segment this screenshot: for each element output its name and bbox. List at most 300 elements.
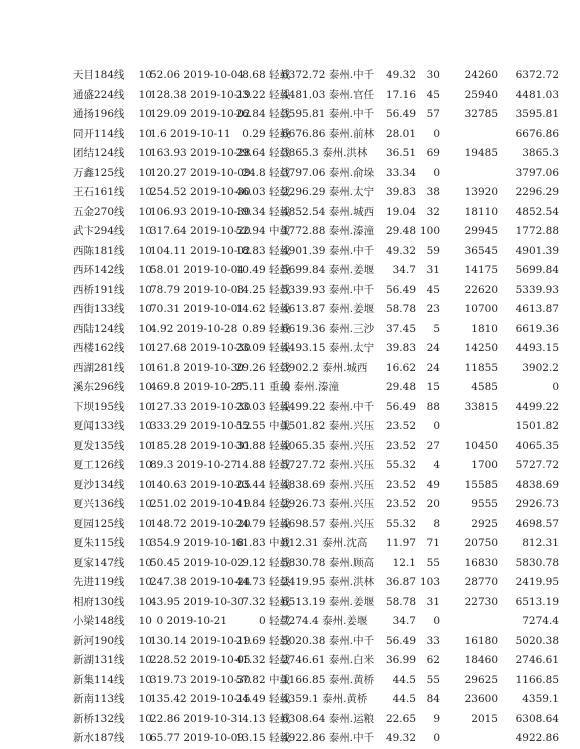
table-cell-num: 10 <box>138 420 152 432</box>
table-row <box>0 476 580 496</box>
table-cell-ld: 57.82 中载 <box>235 673 290 686</box>
table-row <box>0 222 580 242</box>
table-cell-name: 夏发135线 <box>73 439 125 452</box>
table-cell-r4: 3595.81 <box>515 108 559 120</box>
table-cell-num: 10 <box>138 576 152 588</box>
table-cell-ld: 29.64 轻载 <box>235 147 290 159</box>
table-cell-r2: 31 <box>426 595 440 608</box>
table-cell-num: 10 <box>138 615 152 627</box>
table-cell-r4: 4838.69 <box>515 478 559 491</box>
table-cell-ld: 23.03 轻载 <box>235 400 290 413</box>
table-cell-r2: 8 <box>433 517 440 530</box>
table-cell-num: 10 <box>138 634 152 647</box>
table-cell-ld: 19.34 轻载 <box>235 205 290 218</box>
table-cell-name: 新南113线 <box>73 693 125 705</box>
table-cell-r1: 34.7 <box>392 615 416 627</box>
table-cell-amt: 3595.81 泰州.中千 <box>282 108 375 120</box>
table-cell-r4: 5339.93 <box>515 283 559 296</box>
table-cell-r3: 25940 <box>464 88 498 101</box>
table-cell-r1: 11.97 <box>385 537 416 549</box>
table-cell-amt: 5830.78 泰州.顾高 <box>282 556 375 569</box>
table-cell-r2: 27 <box>426 439 440 452</box>
table-cell-amt: 4493.15 泰州.太宁 <box>282 342 375 354</box>
table-cell-r4: 5020.38 <box>515 634 559 647</box>
table-cell-r3: 18460 <box>464 654 498 666</box>
table-cell-ld: 52.94 中载 <box>235 225 290 237</box>
table-cell-r2: 84 <box>426 693 440 705</box>
table-cell-ld: 61.83 中载 <box>235 537 290 549</box>
table-cell-num: 10 <box>138 283 152 296</box>
table-cell-amt: 4065.35 泰州.兴压 <box>282 439 375 452</box>
table-row <box>0 554 580 574</box>
table-cell-r4: 5727.72 <box>515 459 559 471</box>
table-cell-dt: 251.02 2019-10-19 <box>150 498 251 510</box>
table-cell-amt: 2296.29 泰州.太宁 <box>282 186 375 198</box>
table-cell-dt: 89.3 2019-10-27 <box>150 459 238 471</box>
table-cell-amt: 3902.2 泰州.城西 <box>282 361 368 374</box>
table-cell-num: 10 <box>138 322 152 335</box>
table-cell-r1: 16.62 <box>385 361 416 374</box>
table-cell-r1: 44.5 <box>392 673 416 686</box>
table-cell-r2: 0 <box>433 732 440 744</box>
table-cell-name: 西陆124线 <box>73 322 125 335</box>
table-cell-ld: 8.68 轻载 <box>242 69 290 81</box>
table-cell-r3: 36545 <box>464 244 498 257</box>
table-cell-r1: 49.32 <box>385 244 416 257</box>
table-cell-ld: 46.03 轻载 <box>235 186 290 198</box>
table-cell-ld: 0.89 轻载 <box>242 322 290 335</box>
table-cell-r3: 2015 <box>471 712 498 725</box>
table-cell-r1: 23.52 <box>385 420 416 432</box>
table-cell-r4: 4499.22 <box>515 400 559 413</box>
table-cell-num: 10 <box>138 654 152 666</box>
table-cell-name: 夏兴136线 <box>73 498 125 510</box>
table-cell-amt: 5020.38 泰州.中千 <box>282 634 375 647</box>
table-cell-dt: 1.6 2019-10-11 <box>150 127 231 140</box>
table-cell-r4: 6676.86 <box>515 127 559 140</box>
table-cell-amt: 3865.3 泰州.洪林 <box>282 147 368 159</box>
table-row <box>0 651 580 671</box>
table-cell-r1: 39.83 <box>385 342 416 354</box>
table-cell-amt: 5727.72 泰州.兴压 <box>282 459 375 471</box>
table-row <box>0 437 580 457</box>
table-cell-amt: 6619.36 泰州.三沙 <box>282 322 375 335</box>
table-cell-dt: 4.92 2019-10-28 <box>150 322 238 335</box>
table-cell-name: 夏闻133线 <box>73 420 125 432</box>
table-cell-dt: 127.33 2019-10-30 <box>150 400 251 413</box>
table-cell-dt: 127.68 2019-10-30 <box>150 342 251 354</box>
table-row <box>0 125 580 145</box>
table-cell-dt: 333.29 2019-10-12 <box>150 420 251 432</box>
table-cell-r4: 2296.29 <box>515 186 559 198</box>
table-row <box>0 632 580 652</box>
table-row <box>0 144 580 164</box>
table-cell-r1: 55.32 <box>385 517 416 530</box>
table-cell-r4: 6372.72 <box>515 69 559 81</box>
table-cell-r1: 49.32 <box>385 732 416 744</box>
table-row <box>0 261 580 281</box>
data-table <box>0 66 580 749</box>
table-cell-num: 10 <box>138 166 152 179</box>
table-cell-name: 西湖281线 <box>73 361 125 374</box>
table-cell-ld: 29.26 轻载 <box>235 361 290 374</box>
table-row <box>0 398 580 418</box>
table-cell-r4: 4613.87 <box>515 303 559 315</box>
table-cell-r4: 1166.85 <box>515 673 559 686</box>
table-cell-name: 天目184线 <box>73 69 125 81</box>
table-cell-r2: 33 <box>426 634 440 647</box>
table-cell-amt: 6308.64 泰州.运粮 <box>282 712 375 725</box>
table-cell-r2: 69 <box>426 147 440 159</box>
table-cell-r2: 49 <box>426 478 440 491</box>
table-cell-ld: 26.84 轻载 <box>235 108 290 120</box>
table-row <box>0 66 580 86</box>
table-cell-r4: 4852.54 <box>515 205 559 218</box>
table-cell-num: 10 <box>138 303 152 315</box>
table-cell-r2: 32 <box>426 205 440 218</box>
table-cell-r4: 4359.1 <box>522 693 559 705</box>
table-cell-r3: 2925 <box>471 517 498 530</box>
table-cell-num: 10 <box>138 595 152 608</box>
table-cell-r1: 28.01 <box>385 127 416 140</box>
table-cell-r1: 17.16 <box>385 88 416 101</box>
table-cell-r3: 29945 <box>464 225 498 237</box>
table-cell-ld: 0 轻载 <box>258 615 290 627</box>
table-cell-num: 10 <box>138 400 152 413</box>
table-cell-ld: 18.83 轻载 <box>235 244 290 257</box>
table-row <box>0 378 580 398</box>
table-cell-dt: 70.31 2019-10-01 <box>150 303 244 315</box>
table-row <box>0 573 580 593</box>
table-cell-ld: 23.09 轻载 <box>235 342 290 354</box>
table-cell-dt: 135.42 2019-10-15 <box>150 693 251 705</box>
table-cell-amt: 2746.61 泰州.白米 <box>282 654 375 666</box>
table-cell-ld: 14.88 轻载 <box>235 459 290 471</box>
table-cell-name: 团结124线 <box>73 147 125 159</box>
table-cell-r2: 20 <box>426 498 440 510</box>
table-cell-r2: 100 <box>419 225 440 237</box>
table-cell-r2: 55 <box>426 556 440 569</box>
table-cell-r3: 16830 <box>464 556 498 569</box>
table-cell-name: 夏家147线 <box>73 556 125 569</box>
table-cell-dt: 354.9 2019-10-18 <box>150 537 244 549</box>
table-cell-r1: 56.49 <box>385 634 416 647</box>
table-cell-r3: 10450 <box>464 439 498 452</box>
table-cell-r1: 36.87 <box>385 576 416 588</box>
table-cell-r1: 29.48 <box>385 225 416 237</box>
table-cell-r4: 4922.86 <box>515 732 559 744</box>
table-cell-r2: 0 <box>433 420 440 432</box>
table-cell-name: 通扬196线 <box>73 108 125 120</box>
table-cell-r2: 103 <box>419 576 440 588</box>
table-cell-amt: 1166.85 泰州.黄桥 <box>282 673 375 686</box>
table-cell-num: 10 <box>138 459 152 471</box>
table-cell-name: 相府130线 <box>73 595 125 608</box>
table-cell-r4: 4493.15 <box>515 342 559 354</box>
table-cell-amt: 3797.06 泰州.俞垛 <box>282 166 375 179</box>
table-cell-dt: 161.8 2019-10-30 <box>150 361 244 374</box>
table-cell-r3: 22620 <box>464 283 498 296</box>
table-cell-amt: 4499.22 泰州.中千 <box>282 400 375 413</box>
table-cell-name: 同开114线 <box>73 127 125 140</box>
table-row <box>0 612 580 632</box>
table-cell-num: 10 <box>138 147 152 159</box>
table-row <box>0 164 580 184</box>
table-cell-num: 10 <box>138 205 152 218</box>
table-cell-r3: 13920 <box>464 186 498 198</box>
table-cell-r3: 9555 <box>471 498 498 510</box>
table-cell-amt: 2419.95 泰州.洪林 <box>282 576 375 588</box>
table-row <box>0 320 580 340</box>
table-cell-r4: 812.31 <box>522 537 559 549</box>
table-cell-r3: 33815 <box>464 400 498 413</box>
table-cell-dt: 120.27 2019-10-09 <box>150 166 251 179</box>
table-cell-r1: 29.48 <box>385 381 416 393</box>
table-cell-dt: 22.86 2019-10-31 <box>150 712 244 725</box>
table-cell-r2: 31 <box>426 264 440 276</box>
table-cell-num: 10 <box>138 556 152 569</box>
table-cell-r1: 37.45 <box>385 322 416 335</box>
table-row <box>0 495 580 515</box>
table-cell-r4: 7274.4 <box>522 615 559 627</box>
table-cell-ld: 24.79 轻载 <box>235 517 290 530</box>
table-cell-num: 10 <box>138 127 152 140</box>
table-cell-dt: 129.09 2019-10-02 <box>150 108 251 120</box>
table-cell-num: 10 <box>138 537 152 549</box>
table-cell-r4: 1501.82 <box>515 420 559 432</box>
table-cell-dt: 254.52 2019-10-30 <box>150 186 251 198</box>
table-cell-num: 10 <box>138 478 152 491</box>
table-cell-name: 夏沙134线 <box>73 478 125 491</box>
table-cell-dt: 130.14 2019-10-19 <box>150 634 251 647</box>
table-cell-num: 10 <box>138 732 152 744</box>
table-cell-dt: 247.38 2019-10-24 <box>150 576 251 588</box>
table-cell-ld: 13.15 轻载 <box>235 732 290 744</box>
table-cell-r4: 4698.57 <box>515 517 559 530</box>
table-cell-r1: 23.52 <box>385 439 416 452</box>
table-cell-amt: 6372.72 泰州.中千 <box>282 69 375 81</box>
table-row <box>0 242 580 262</box>
table-cell-name: 夏工126线 <box>73 459 125 471</box>
table-cell-r2: 0 <box>433 615 440 627</box>
table-cell-r2: 38 <box>426 186 440 198</box>
table-cell-r1: 19.04 <box>385 205 416 218</box>
table-cell-r4: 4481.03 <box>515 88 559 101</box>
table-row <box>0 417 580 437</box>
table-cell-amt: 0 泰州.溱潼 <box>283 381 339 393</box>
table-cell-num: 10 <box>138 693 152 705</box>
table-cell-num: 10 <box>138 517 152 530</box>
table-cell-r1: 56.49 <box>385 400 416 413</box>
table-cell-dt: 106.93 2019-10-30 <box>150 205 251 218</box>
table-cell-r2: 5 <box>433 322 440 335</box>
table-cell-ld: 14.25 轻载 <box>235 283 290 296</box>
table-row <box>0 671 580 691</box>
table-cell-num: 10 <box>138 498 152 510</box>
table-row <box>0 593 580 613</box>
table-cell-r2: 15 <box>426 381 440 393</box>
table-row <box>0 359 580 379</box>
table-cell-r1: 58.78 <box>385 303 416 315</box>
table-cell-ld: 85.11 重载 <box>235 381 290 393</box>
table-cell-name: 先进119线 <box>73 576 125 588</box>
table-cell-dt: 65.77 2019-10-09 <box>150 732 244 744</box>
table-cell-dt: 50.45 2019-10-02 <box>150 556 244 569</box>
table-cell-dt: 0 2019-10-21 <box>156 615 227 627</box>
table-cell-r3: 1810 <box>471 322 498 335</box>
table-cell-dt: 140.63 2019-10-05 <box>150 478 251 491</box>
table-cell-r1: 55.32 <box>385 459 416 471</box>
table-cell-r1: 36.99 <box>385 654 416 666</box>
table-cell-r3: 4585 <box>471 381 498 393</box>
table-cell-num: 10 <box>138 673 152 686</box>
table-cell-amt: 4901.39 泰州.中千 <box>282 244 375 257</box>
table-cell-r4: 2419.95 <box>515 576 559 588</box>
table-cell-name: 西桥191线 <box>73 283 125 296</box>
table-cell-ld: 30.88 轻载 <box>235 439 290 452</box>
table-cell-num: 10 <box>138 186 152 198</box>
table-cell-amt: 6676.86 泰州.前林 <box>282 127 375 140</box>
table-cell-dt: 58.01 2019-10-04 <box>150 264 244 276</box>
table-row <box>0 690 580 710</box>
table-cell-amt: 4613.87 泰州.姜堰 <box>282 303 375 315</box>
table-cell-dt: 317.64 2019-10-20 <box>150 225 251 237</box>
table-cell-ld: 23.22 轻载 <box>235 88 290 101</box>
table-row <box>0 281 580 301</box>
table-cell-r2: 45 <box>426 283 440 296</box>
table-cell-dt: 104.11 2019-10-02 <box>150 244 251 257</box>
table-cell-num: 10 <box>138 712 152 725</box>
table-cell-r4: 3797.06 <box>515 166 559 179</box>
table-cell-r4: 4065.35 <box>515 439 559 452</box>
table-cell-r2: 4 <box>433 459 440 471</box>
table-cell-r4: 5699.84 <box>515 264 559 276</box>
table-cell-ld: 21.69 轻载 <box>235 634 290 647</box>
table-cell-r2: 9 <box>433 712 440 725</box>
table-cell-r1: 49.32 <box>385 69 416 81</box>
table-cell-r3: 15585 <box>464 478 498 491</box>
table-cell-r2: 45 <box>426 88 440 101</box>
table-cell-ld: 24.8 轻载 <box>242 166 290 179</box>
table-cell-ld: 24.49 轻载 <box>235 693 290 705</box>
table-row <box>0 534 580 554</box>
table-cell-name: 夏园125线 <box>73 517 125 530</box>
table-cell-r1: 44.5 <box>392 693 416 705</box>
table-row <box>0 456 580 476</box>
table-cell-r4: 6308.64 <box>515 712 559 725</box>
table-cell-amt: 1772.88 泰州.溱潼 <box>282 225 375 237</box>
table-cell-ld: 23.44 轻载 <box>235 478 290 491</box>
table-cell-r1: 22.65 <box>385 712 416 725</box>
table-cell-r4: 6619.36 <box>515 322 559 335</box>
table-cell-r4: 5830.78 <box>515 556 559 569</box>
table-cell-ld: 10.49 轻载 <box>235 264 290 276</box>
table-cell-num: 10 <box>138 108 152 120</box>
table-cell-name: 新桥132线 <box>73 712 125 725</box>
table-cell-amt: 5699.84 泰州.姜堰 <box>282 264 375 276</box>
table-row <box>0 183 580 203</box>
table-cell-ld: 7.32 轻载 <box>242 595 290 608</box>
table-row <box>0 729 580 749</box>
table-cell-dt: 469.8 2019-10-27 <box>150 381 244 393</box>
table-row <box>0 300 580 320</box>
table-cell-name: 小梁148线 <box>73 615 125 627</box>
table-cell-dt: 148.72 2019-10-20 <box>150 517 251 530</box>
table-cell-dt: 228.52 2019-10-05 <box>150 654 251 666</box>
table-cell-r3: 28770 <box>464 576 498 588</box>
table-cell-r4: 3865.3 <box>522 147 559 159</box>
table-cell-amt: 7274.4 泰州.姜堰 <box>282 615 368 627</box>
table-cell-dt: 128.38 2019-10-19 <box>150 88 251 101</box>
table-cell-num: 10 <box>138 88 152 101</box>
table-cell-amt: 4838.69 泰州.兴压 <box>282 478 375 491</box>
table-row <box>0 339 580 359</box>
table-cell-num: 10 <box>138 342 152 354</box>
table-cell-r3: 19485 <box>464 147 498 159</box>
table-cell-ld: 55.55 中载 <box>235 420 290 432</box>
table-cell-r3: 14175 <box>464 264 498 276</box>
table-cell-ld: 9.12 轻载 <box>242 556 290 569</box>
table-cell-r3: 22730 <box>464 595 498 608</box>
table-cell-ld: 0.29 轻载 <box>242 127 290 140</box>
table-cell-amt: 4922.86 泰州.中千 <box>282 732 375 744</box>
table-cell-num: 10 <box>138 244 152 257</box>
table-cell-num: 10 <box>138 69 152 81</box>
table-cell-num: 10 <box>138 439 152 452</box>
table-cell-name: 武卞294线 <box>73 225 125 237</box>
table-cell-r1: 34.7 <box>392 264 416 276</box>
table-cell-name: 溪东296线 <box>73 381 125 393</box>
table-cell-r2: 30 <box>426 69 440 81</box>
table-cell-r3: 14250 <box>464 342 498 354</box>
table-cell-r2: 55 <box>426 673 440 686</box>
table-cell-r4: 0 <box>552 381 559 393</box>
table-cell-amt: 6513.19 泰州.姜堰 <box>282 595 375 608</box>
table-cell-ld: 41.32 轻载 <box>235 654 290 666</box>
table-cell-r3: 23600 <box>464 693 498 705</box>
table-cell-name: 西街133线 <box>73 303 125 315</box>
table-cell-name: 万鑫125线 <box>73 166 125 179</box>
table-cell-name: 下坝195线 <box>73 400 125 413</box>
table-cell-ld: 14.62 轻载 <box>235 303 290 315</box>
table-cell-num: 10 <box>138 225 152 237</box>
table-cell-dt: 163.93 2019-10-28 <box>150 147 251 159</box>
table-cell-r4: 1772.88 <box>515 225 559 237</box>
table-cell-r4: 6513.19 <box>515 595 559 608</box>
table-cell-r3: 16180 <box>464 634 498 647</box>
table-cell-r2: 0 <box>433 166 440 179</box>
table-cell-name: 新集114线 <box>73 673 125 686</box>
table-cell-num: 10 <box>138 381 152 393</box>
table-cell-name: 夏朱115线 <box>73 537 125 549</box>
table-cell-r4: 4901.39 <box>515 244 559 257</box>
table-cell-r1: 23.52 <box>385 478 416 491</box>
table-cell-r1: 12.1 <box>392 556 416 569</box>
table-row <box>0 203 580 223</box>
table-cell-amt: 5339.93 泰州.中千 <box>282 283 375 296</box>
table-cell-r3: 1700 <box>471 459 498 471</box>
table-row <box>0 105 580 125</box>
table-cell-r2: 88 <box>426 400 440 413</box>
table-cell-num: 10 <box>138 361 152 374</box>
table-cell-r4: 3902.2 <box>522 361 559 374</box>
table-cell-name: 通盛224线 <box>73 88 125 101</box>
table-cell-name: 西陈181线 <box>73 244 125 257</box>
table-cell-dt: 185.28 2019-10-31 <box>150 439 251 452</box>
table-cell-r1: 23.52 <box>385 498 416 510</box>
table-cell-amt: 812.31 泰州.沈高 <box>282 537 368 549</box>
table-cell-ld: 41.84 轻载 <box>235 498 290 510</box>
